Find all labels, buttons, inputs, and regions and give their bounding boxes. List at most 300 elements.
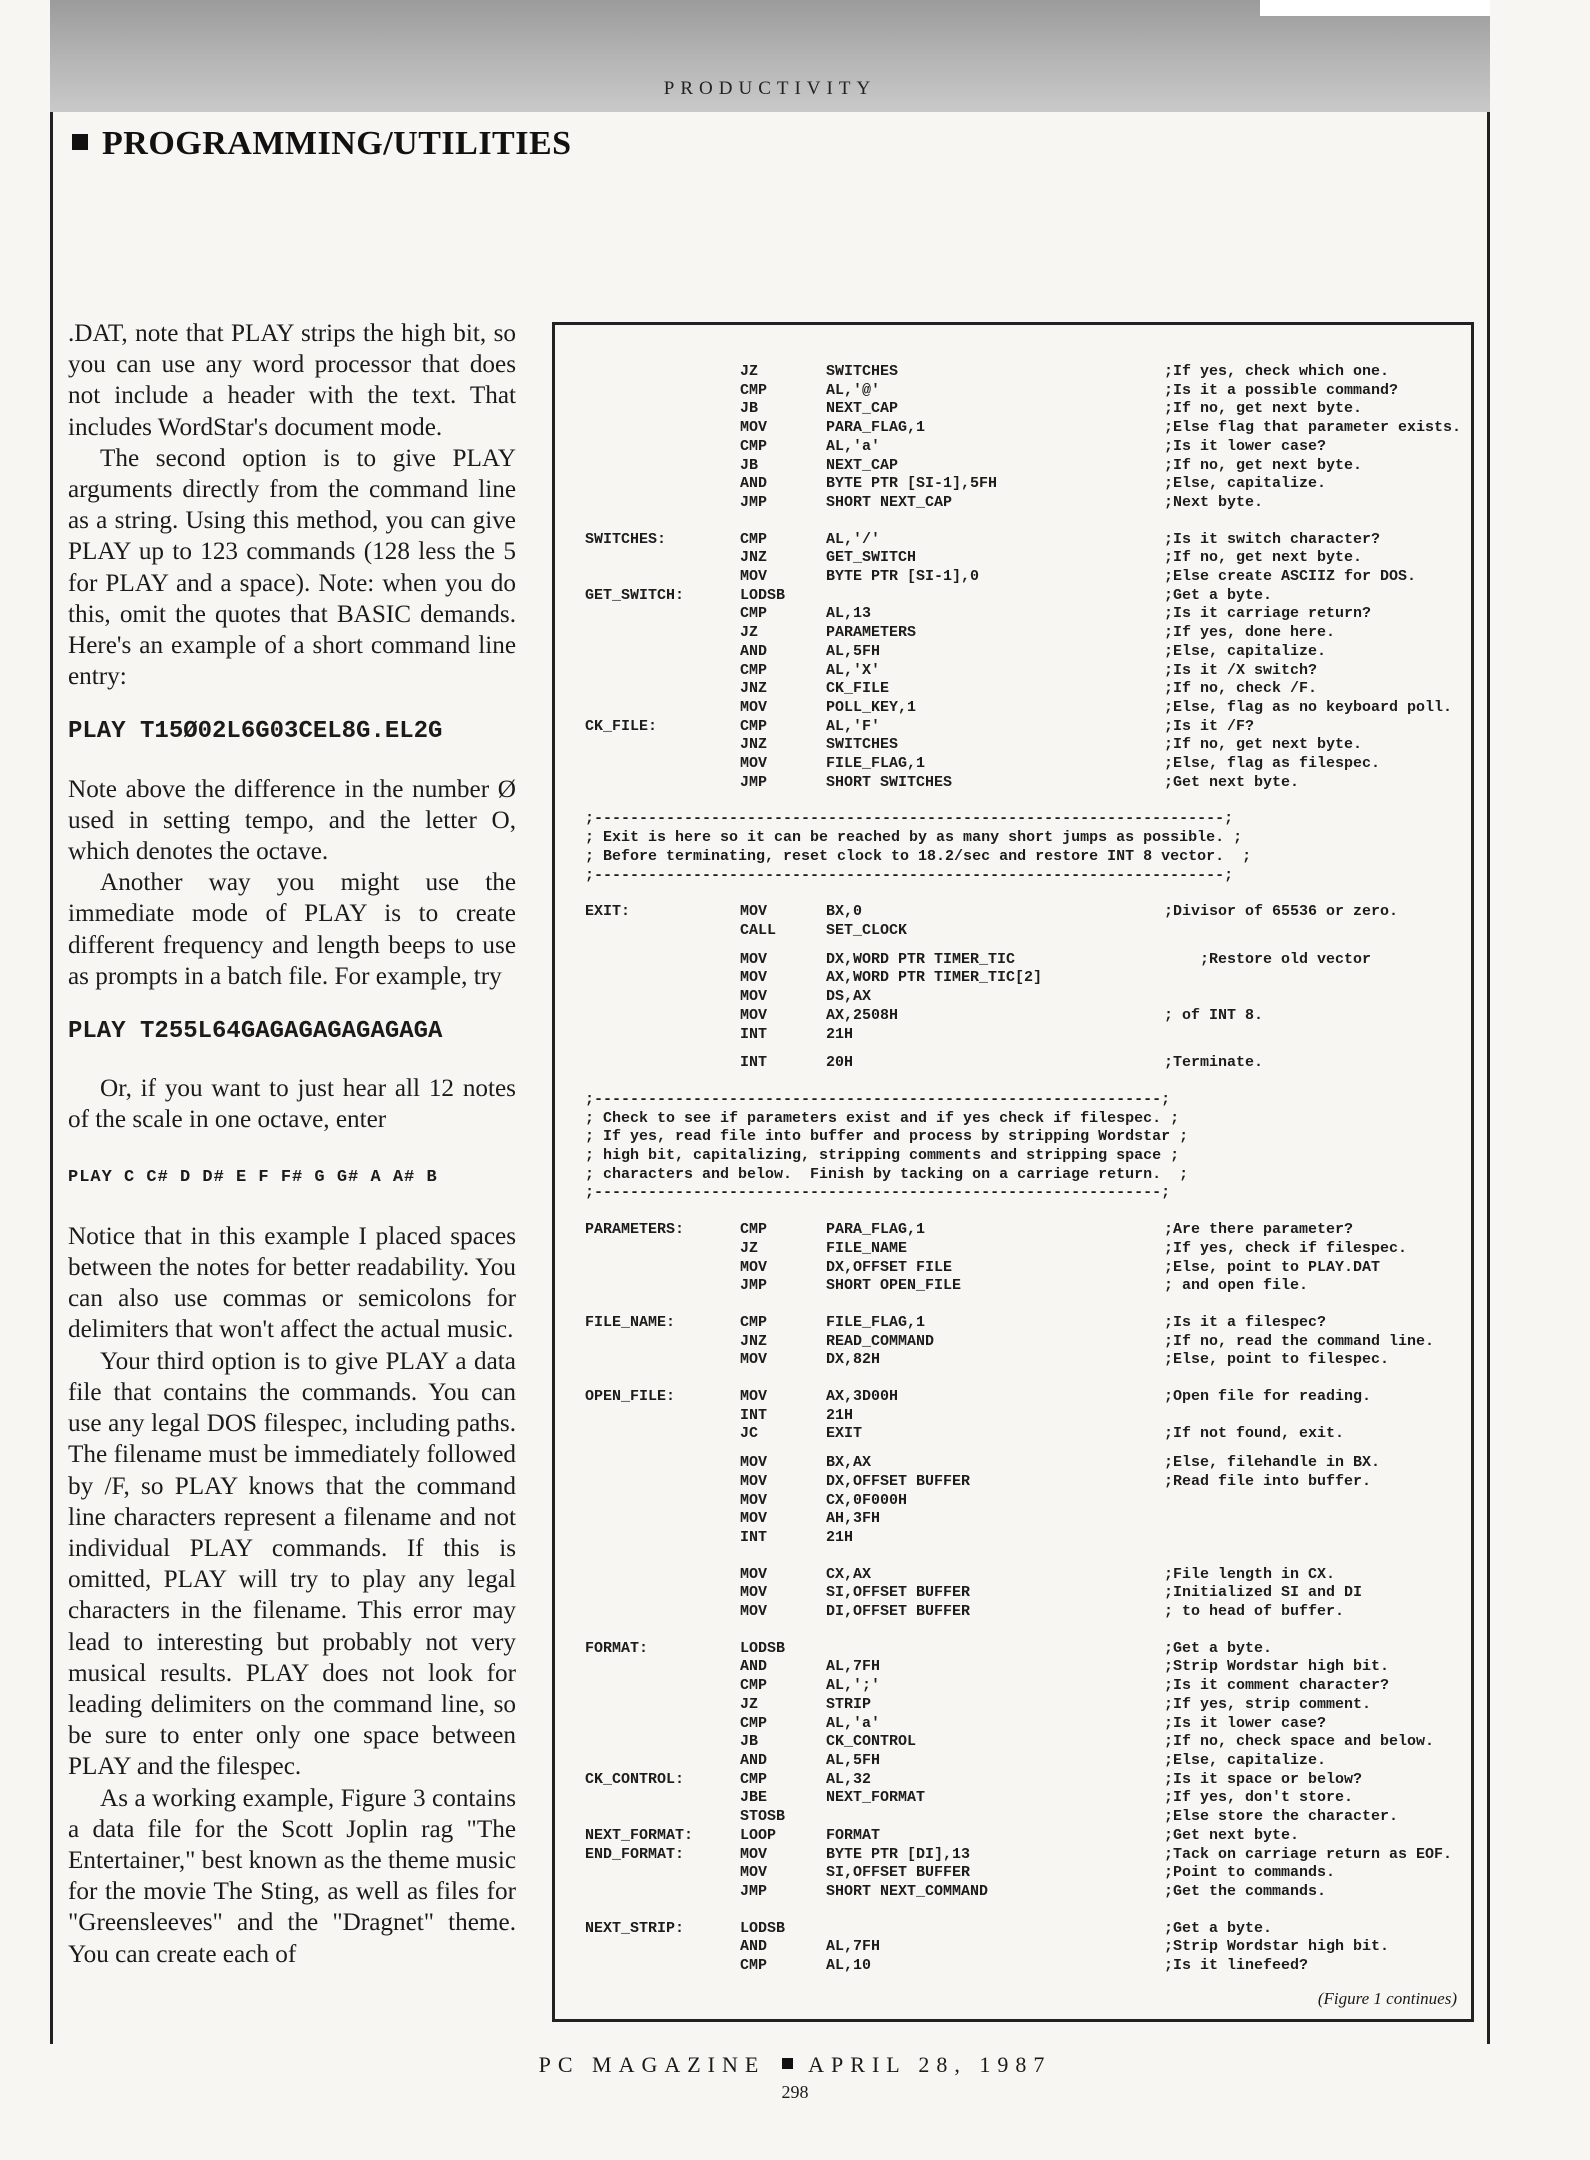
code-line [585,1240,1461,1259]
code-line [585,969,1461,988]
code-operand: NEXT_CAP [826,400,899,418]
code-line [585,1920,1461,1939]
code-comment: ;Is it a filespec? [1164,1313,1327,1331]
code-comment: ;Is it lower case? [1164,1714,1327,1732]
code-opcode: INT [740,1054,768,1072]
code-line [585,1957,1461,1976]
code-opcode: MOV [740,1491,768,1509]
code-line [585,1259,1461,1278]
code-operand: AX,2508H [826,1006,899,1024]
code-operand: AX,3D00H [826,1388,899,1406]
code-operand: BYTE PTR [SI-1],0 [826,568,980,586]
code-line [585,988,1461,1007]
paragraph: Or, if you want to just hear all 12 notes of the scale in one octave, enter [68,1075,516,1134]
blank-line [585,1902,1461,1920]
code-opcode: CALL [740,921,777,939]
code-opcode: JNZ [740,736,768,754]
code-line [585,1425,1461,1444]
code-line [585,774,1461,793]
code-label: PARAMETERS: [585,1221,685,1239]
code-line [585,400,1461,419]
comment-text: ; Before terminating, reset clock to 18.2/sec and restore INT 8 vector. ; [585,847,1252,865]
comment-text: ;----------------------------------------------------------------------; [585,866,1234,884]
section-label: PRODUCTIVITY [663,78,877,99]
code-operand: SWITCHES [826,736,899,754]
comment-text: ;----------------------------------------------------------------------; [585,810,1234,828]
code-operand: PARA_FLAG,1 [826,1221,926,1239]
code-comment: ;Else, flag as filespec. [1164,755,1381,773]
code-operand: AL,'F' [826,717,881,735]
code-operand: SET_CLOCK [826,921,908,939]
code-opcode: MOV [740,969,768,987]
code-operand: PARAMETERS [826,624,917,642]
code-opcode: MOV [740,1258,768,1276]
code-line [585,1026,1461,1045]
code-comment: ;Restore old vector [1164,950,1372,968]
code-label: GET_SWITCH: [585,586,685,604]
code-opcode: AND [740,642,768,660]
comment-line [585,829,1461,848]
header-corner [1260,0,1490,16]
code-comment: ;Initialized SI and DI [1164,1584,1363,1602]
comment-line [585,1166,1461,1185]
footer [0,2052,1590,2078]
code-line [585,1677,1461,1696]
code-opcode: JB [740,456,759,474]
blank-line [585,1044,1461,1054]
code-operand: AL,5FH [826,642,881,660]
code-operand: 20H [826,1054,854,1072]
code-comment: ;Else, point to PLAY.DAT [1164,1258,1381,1276]
code-operand: CX,0F000H [826,1491,908,1509]
paragraph: .DAT, note that PLAY strips the high bit, so you can use any word processor that does not include a header with the text. That includes WordStar's document mode. [68,320,516,441]
blank-line [585,1296,1461,1314]
code-operand: AL,32 [826,1770,872,1788]
command-example: PLAY C C# D D# E F F# G G# A A# B [68,1167,438,1187]
code-comment: ;Divisor of 65536 or zero. [1164,903,1399,921]
right-rule [1487,112,1490,2044]
code-opcode: STOSB [740,1808,786,1826]
paragraph: Note above the difference in the number Ø used in setting tempo, and the letter O, which denotes the octave. [68,775,516,866]
code-comment: ;If no, get next byte. [1164,549,1363,567]
code-opcode: CMP [740,717,768,735]
code-operand: DX,82H [826,1351,881,1369]
magazine-name: PC MAGAZINE [538,2052,766,2077]
comment-text: ; If yes, read file into buffer and process by stripping Wordstar ; [585,1128,1189,1146]
code-comment: ;Is it switch character? [1164,530,1381,548]
code-opcode: MOV [740,1351,768,1369]
code-line [585,382,1461,401]
code-comment: ;If yes, strip comment. [1164,1695,1372,1713]
code-operand: PARA_FLAG,1 [826,419,926,437]
code-line [585,475,1461,494]
code-opcode: LODSB [740,1919,786,1937]
code-line [585,1314,1461,1333]
code-comment: ;If yes, check which one. [1164,363,1390,380]
code-comment: ;Get next byte. [1164,773,1300,791]
code-line [585,1407,1461,1426]
code-line [585,1883,1461,1902]
code-line [585,568,1461,587]
comment-text: ; Check to see if parameters exist and if yes check if filespec. ; [585,1109,1180,1127]
code-comment: ;Else, capitalize. [1164,1752,1327,1769]
code-opcode: CMP [740,605,768,623]
code-opcode: LODSB [740,1639,786,1657]
code-line [585,1808,1461,1827]
code-opcode: JNZ [740,1332,768,1350]
code-operand: AL,10 [826,1957,872,1975]
article-column [68,318,516,1970]
code-label: NEXT_STRIP: [585,1919,685,1937]
code-line [585,922,1461,941]
code-opcode: AND [740,475,768,493]
code-operand: AL,'a' [826,437,881,455]
code-operand: BX,0 [826,903,863,921]
code-opcode: JB [740,1733,759,1751]
command-example: PLAY T255L64GAGAGAGAGAGAGA [68,1018,443,1046]
code-comment: ;If no, get next byte. [1164,456,1363,474]
code-line [585,1351,1461,1370]
code-operand: AL,';' [826,1677,881,1695]
blank-line [585,1203,1461,1221]
code-opcode: MOV [740,1472,768,1490]
code-operand: 21H [826,1406,854,1424]
code-line [585,1733,1461,1752]
code-operand: 21H [826,1025,854,1043]
code-opcode: MOV [740,1845,768,1863]
page-number: 298 [781,2082,809,2102]
left-rule [50,112,53,2044]
code-operand: CK_FILE [826,680,890,698]
code-operand: BX,AX [826,1454,872,1472]
code-operand: FILE_FLAG,1 [826,755,926,773]
department-title [72,125,572,163]
code-comment: ;Is it space or below? [1164,1770,1363,1788]
code-opcode: JB [740,400,759,418]
code-comment: ;Tack on carriage return as EOF. [1164,1845,1453,1863]
code-comment: ;Is it lower case? [1164,437,1327,455]
code-opcode: JZ [740,624,759,642]
code-opcode: CMP [740,437,768,455]
code-line [585,1333,1461,1352]
code-label: NEXT_FORMAT: [585,1826,694,1844]
square-bullet-icon [782,2058,793,2069]
code-opcode: MOV [740,1388,768,1406]
code-opcode: JMP [740,1277,768,1295]
code-line [585,1388,1461,1407]
code-line [585,903,1461,922]
code-comment: ;Else create ASCIIZ for DOS. [1164,568,1417,586]
code-listing [585,363,1461,1976]
code-line [585,1277,1461,1296]
code-operand: SHORT NEXT_COMMAND [826,1882,989,1900]
code-comment: ;Else flag that parameter exists. [1164,419,1462,437]
paragraph: Another way you might use the immediate mode of PLAY is to create different frequency and length beeps to use as prompts in a batch file. For example, try [68,869,516,990]
paragraph: The second option is to give PLAY arguments directly from the command line as a string. Using this method, you can give PLAY up to 123 commands (128 less the 5 for PLAY and a space). Note: when you do this, omit the quotes that BASIC demands. Here's an example of a short command line entry: [68,444,516,691]
code-operand: FILE_NAME [826,1239,908,1257]
code-operand: AL,7FH [826,1658,881,1676]
code-operand: AL,7FH [826,1938,881,1956]
code-opcode: INT [740,1406,768,1424]
code-line [585,1827,1461,1846]
paragraph: As a working example, Figure 3 contains a data file for the Scott Joplin rag "The Entertainer," best known as the theme music for the movie The Sting, as well as files for "Greensleeves" and the "Dragnet" theme. You can create each of [68,1784,516,1968]
code-operand: FILE_FLAG,1 [826,1313,926,1331]
code-opcode: LOOP [740,1826,777,1844]
comment-line [585,810,1461,829]
code-line [585,662,1461,681]
code-opcode: CMP [740,381,768,399]
code-operand: SWITCHES [826,363,899,380]
code-opcode: CMP [740,1770,768,1788]
code-operand: DS,AX [826,988,872,1006]
code-line [585,457,1461,476]
code-comment: ;Get a byte. [1164,1639,1273,1657]
code-opcode: JMP [740,493,768,511]
code-comment: ;Is it a possible command? [1164,381,1399,399]
department-label: PROGRAMMING/UTILITIES [102,125,572,162]
code-label: FILE_NAME: [585,1313,676,1331]
code-opcode: MOV [740,903,768,921]
code-comment: ;Strip Wordstar high bit. [1164,1658,1390,1676]
code-operand: DX,OFFSET FILE [826,1258,953,1276]
code-opcode: JZ [740,363,759,380]
code-operand: SHORT NEXT_CAP [826,493,953,511]
code-line [585,1789,1461,1808]
code-opcode: AND [740,1752,768,1769]
code-line [585,718,1461,737]
code-operand: STRIP [826,1695,872,1713]
command-example: PLAY T15Ø02L6G03CEL8G.EL2G [68,718,443,746]
code-opcode: JBE [740,1789,768,1807]
code-opcode: MOV [740,568,768,586]
code-line [585,531,1461,550]
code-line [585,1696,1461,1715]
code-operand: SI,OFFSET BUFFER [826,1864,971,1882]
comment-line [585,1091,1461,1110]
code-line [585,1529,1461,1548]
code-comment: ;Terminate. [1164,1054,1264,1072]
code-opcode: INT [740,1528,768,1546]
code-opcode: LODSB [740,586,786,604]
code-comment: ;If yes, done here. [1164,624,1336,642]
code-opcode: AND [740,1658,768,1676]
code-opcode: JMP [740,1882,768,1900]
code-opcode: CMP [740,661,768,679]
code-operand: AH,3FH [826,1510,881,1528]
code-operand: AX,WORD PTR TIMER_TIC[2] [826,969,1043,987]
code-comment: ;Is it linefeed? [1164,1957,1309,1975]
code-opcode: JZ [740,1239,759,1257]
code-line [585,587,1461,606]
code-operand: FORMAT [826,1826,881,1844]
code-opcode: JNZ [740,549,768,567]
header-band [50,0,1490,112]
code-label: FORMAT: [585,1639,649,1657]
code-comment: ;Is it carriage return? [1164,605,1372,623]
code-line [585,1640,1461,1659]
blank-line [585,792,1461,810]
code-opcode: JC [740,1425,759,1443]
code-comment: ;Get a byte. [1164,586,1273,604]
code-comment: ;If no, check /F. [1164,680,1318,698]
comment-line [585,1128,1461,1147]
paragraph: Your third option is to give PLAY a data file that contains the commands. You can use any legal DOS filespec, including paths. The filename must be immediately followed by /F, so PLAY knows that the command line characters represent a filename and not individual PLAY commands. If this is omitted, PLAY will try to play any legal characters in the filename. This error may lead to interesting but probably not very musical results. PLAY does not look for leading delimiters on the command line, so be sure to enter only one space between PLAY and the filespec. [68,1347,516,1781]
code-comment: ; to head of buffer. [1164,1603,1345,1621]
code-line [585,1715,1461,1734]
code-label: EXIT: [585,903,631,921]
code-comment: ;If yes, check if filespec. [1164,1239,1408,1257]
code-opcode: MOV [740,1006,768,1024]
comment-text: ;---------------------------------------------------------------; [585,1090,1171,1108]
issue-date: APRIL 28, 1987 [808,2052,1052,2077]
code-line [585,1938,1461,1957]
code-label: OPEN_FILE: [585,1388,676,1406]
code-line [585,755,1461,774]
code-opcode: MOV [740,1454,768,1472]
code-operand: 21H [826,1528,854,1546]
code-operand: NEXT_FORMAT [826,1789,926,1807]
code-comment: ;Get a byte. [1164,1919,1273,1937]
code-opcode: MOV [740,1584,768,1602]
code-comment: ;If yes, don't store. [1164,1789,1354,1807]
code-opcode: CMP [740,1221,768,1239]
code-operand: DX,WORD PTR TIMER_TIC [826,950,1016,968]
code-opcode: CMP [740,1957,768,1975]
code-comment: ;If no, get next byte. [1164,400,1363,418]
comment-text: ; Exit is here so it can be reached by as many short jumps as possible. ; [585,829,1243,847]
code-line [585,438,1461,457]
code-comment: ;Else, point to filespec. [1164,1351,1390,1369]
code-opcode: MOV [740,950,768,968]
code-opcode: MOV [740,988,768,1006]
code-opcode: CMP [740,1313,768,1331]
code-line [585,699,1461,718]
code-comment: ;Else store the character. [1164,1808,1399,1826]
code-line [585,1658,1461,1677]
code-opcode: CMP [740,1677,768,1695]
code-opcode: JZ [740,1695,759,1713]
code-opcode: MOV [740,1565,768,1583]
code-operand: AL,'X' [826,661,881,679]
code-comment: ; of INT 8. [1164,1006,1264,1024]
code-operand: SHORT OPEN_FILE [826,1277,962,1295]
comment-text: ; characters and below. Finish by tacking on a carriage return. ; [585,1165,1189,1183]
code-line [585,1221,1461,1240]
code-operand: DI,OFFSET BUFFER [826,1603,971,1621]
code-comment: ; and open file. [1164,1277,1309,1295]
code-comment: ;If no, check space and below. [1164,1733,1435,1751]
blank-line [585,941,1461,951]
code-operand: BYTE PTR [DI],13 [826,1845,971,1863]
code-line [585,1771,1461,1790]
code-operand: AL,'a' [826,1714,881,1732]
blank-line [585,1444,1461,1454]
code-operand: SHORT SWITCHES [826,773,953,791]
code-operand: AL,'@' [826,381,881,399]
code-comment: ;Is it /F? [1164,717,1255,735]
code-comment: ;Is it /X switch? [1164,661,1318,679]
code-line [585,494,1461,513]
comment-line [585,867,1461,886]
blank-line [585,1073,1461,1091]
code-line [585,1054,1461,1073]
code-operand: EXIT [826,1425,863,1443]
code-operand: DX,OFFSET BUFFER [826,1472,971,1490]
code-opcode: MOV [740,419,768,437]
square-bullet-icon [72,134,88,150]
code-comment: ;Open file for reading. [1164,1388,1372,1406]
code-comment: ;Next byte. [1164,493,1264,511]
code-line [585,419,1461,438]
code-comment: ;Read file into buffer. [1164,1472,1372,1490]
code-operand: POLL_KEY,1 [826,698,917,716]
comment-line [585,1110,1461,1129]
code-line [585,1510,1461,1529]
comment-line [585,848,1461,867]
code-line [585,1566,1461,1585]
blank-line [585,885,1461,903]
code-opcode: MOV [740,1510,768,1528]
code-line [585,680,1461,699]
code-opcode: JMP [740,773,768,791]
code-opcode: INT [740,1025,768,1043]
blank-line [585,513,1461,531]
code-operand: NEXT_CAP [826,456,899,474]
code-operand: AL,5FH [826,1752,881,1769]
code-line [585,1752,1461,1771]
code-comment: ;Else, flag as no keyboard poll. [1164,698,1453,716]
code-line [585,1864,1461,1883]
code-comment: ;Get next byte. [1164,1826,1300,1844]
code-line [585,1603,1461,1622]
code-line [585,643,1461,662]
comment-line [585,1184,1461,1203]
code-comment: ;Are there parameter? [1164,1221,1354,1239]
code-comment: ;Else, filehandle in BX. [1164,1454,1381,1472]
code-comment: ;Strip Wordstar high bit. [1164,1938,1390,1956]
code-line [585,624,1461,643]
code-opcode: JNZ [740,680,768,698]
code-operand: BYTE PTR [SI-1],5FH [826,475,998,493]
code-line [585,1007,1461,1026]
code-opcode: CMP [740,1714,768,1732]
paragraph: Notice that in this example I placed spaces between the notes for better readability. You can also use commas or semicolons for delimiters that won't affect the actual music. [68,1222,516,1344]
code-line [585,1492,1461,1511]
code-comment: ;If no, read the command line. [1164,1332,1435,1350]
code-line [585,1454,1461,1473]
code-operand: CX,AX [826,1565,872,1583]
code-label: SWITCHES: [585,530,667,548]
code-line [585,363,1461,382]
code-listing-box [552,322,1474,2022]
code-line [585,1473,1461,1492]
code-label: CK_FILE: [585,717,658,735]
code-opcode: MOV [740,1603,768,1621]
code-line [585,1584,1461,1603]
code-comment: ;If not found, exit. [1164,1425,1345,1443]
code-operand: READ_COMMAND [826,1332,935,1350]
comment-text: ; high bit, capitalizing, stripping comments and stripping space ; [585,1147,1180,1165]
code-opcode: MOV [740,698,768,716]
code-operand: GET_SWITCH [826,549,917,567]
code-line [585,951,1461,970]
code-label: CK_CONTROL: [585,1770,685,1788]
blank-line [585,1548,1461,1566]
code-line [585,549,1461,568]
code-operand: AL,'/' [826,530,881,548]
blank-line [585,1370,1461,1388]
code-comment: ;Get the commands. [1164,1882,1327,1900]
